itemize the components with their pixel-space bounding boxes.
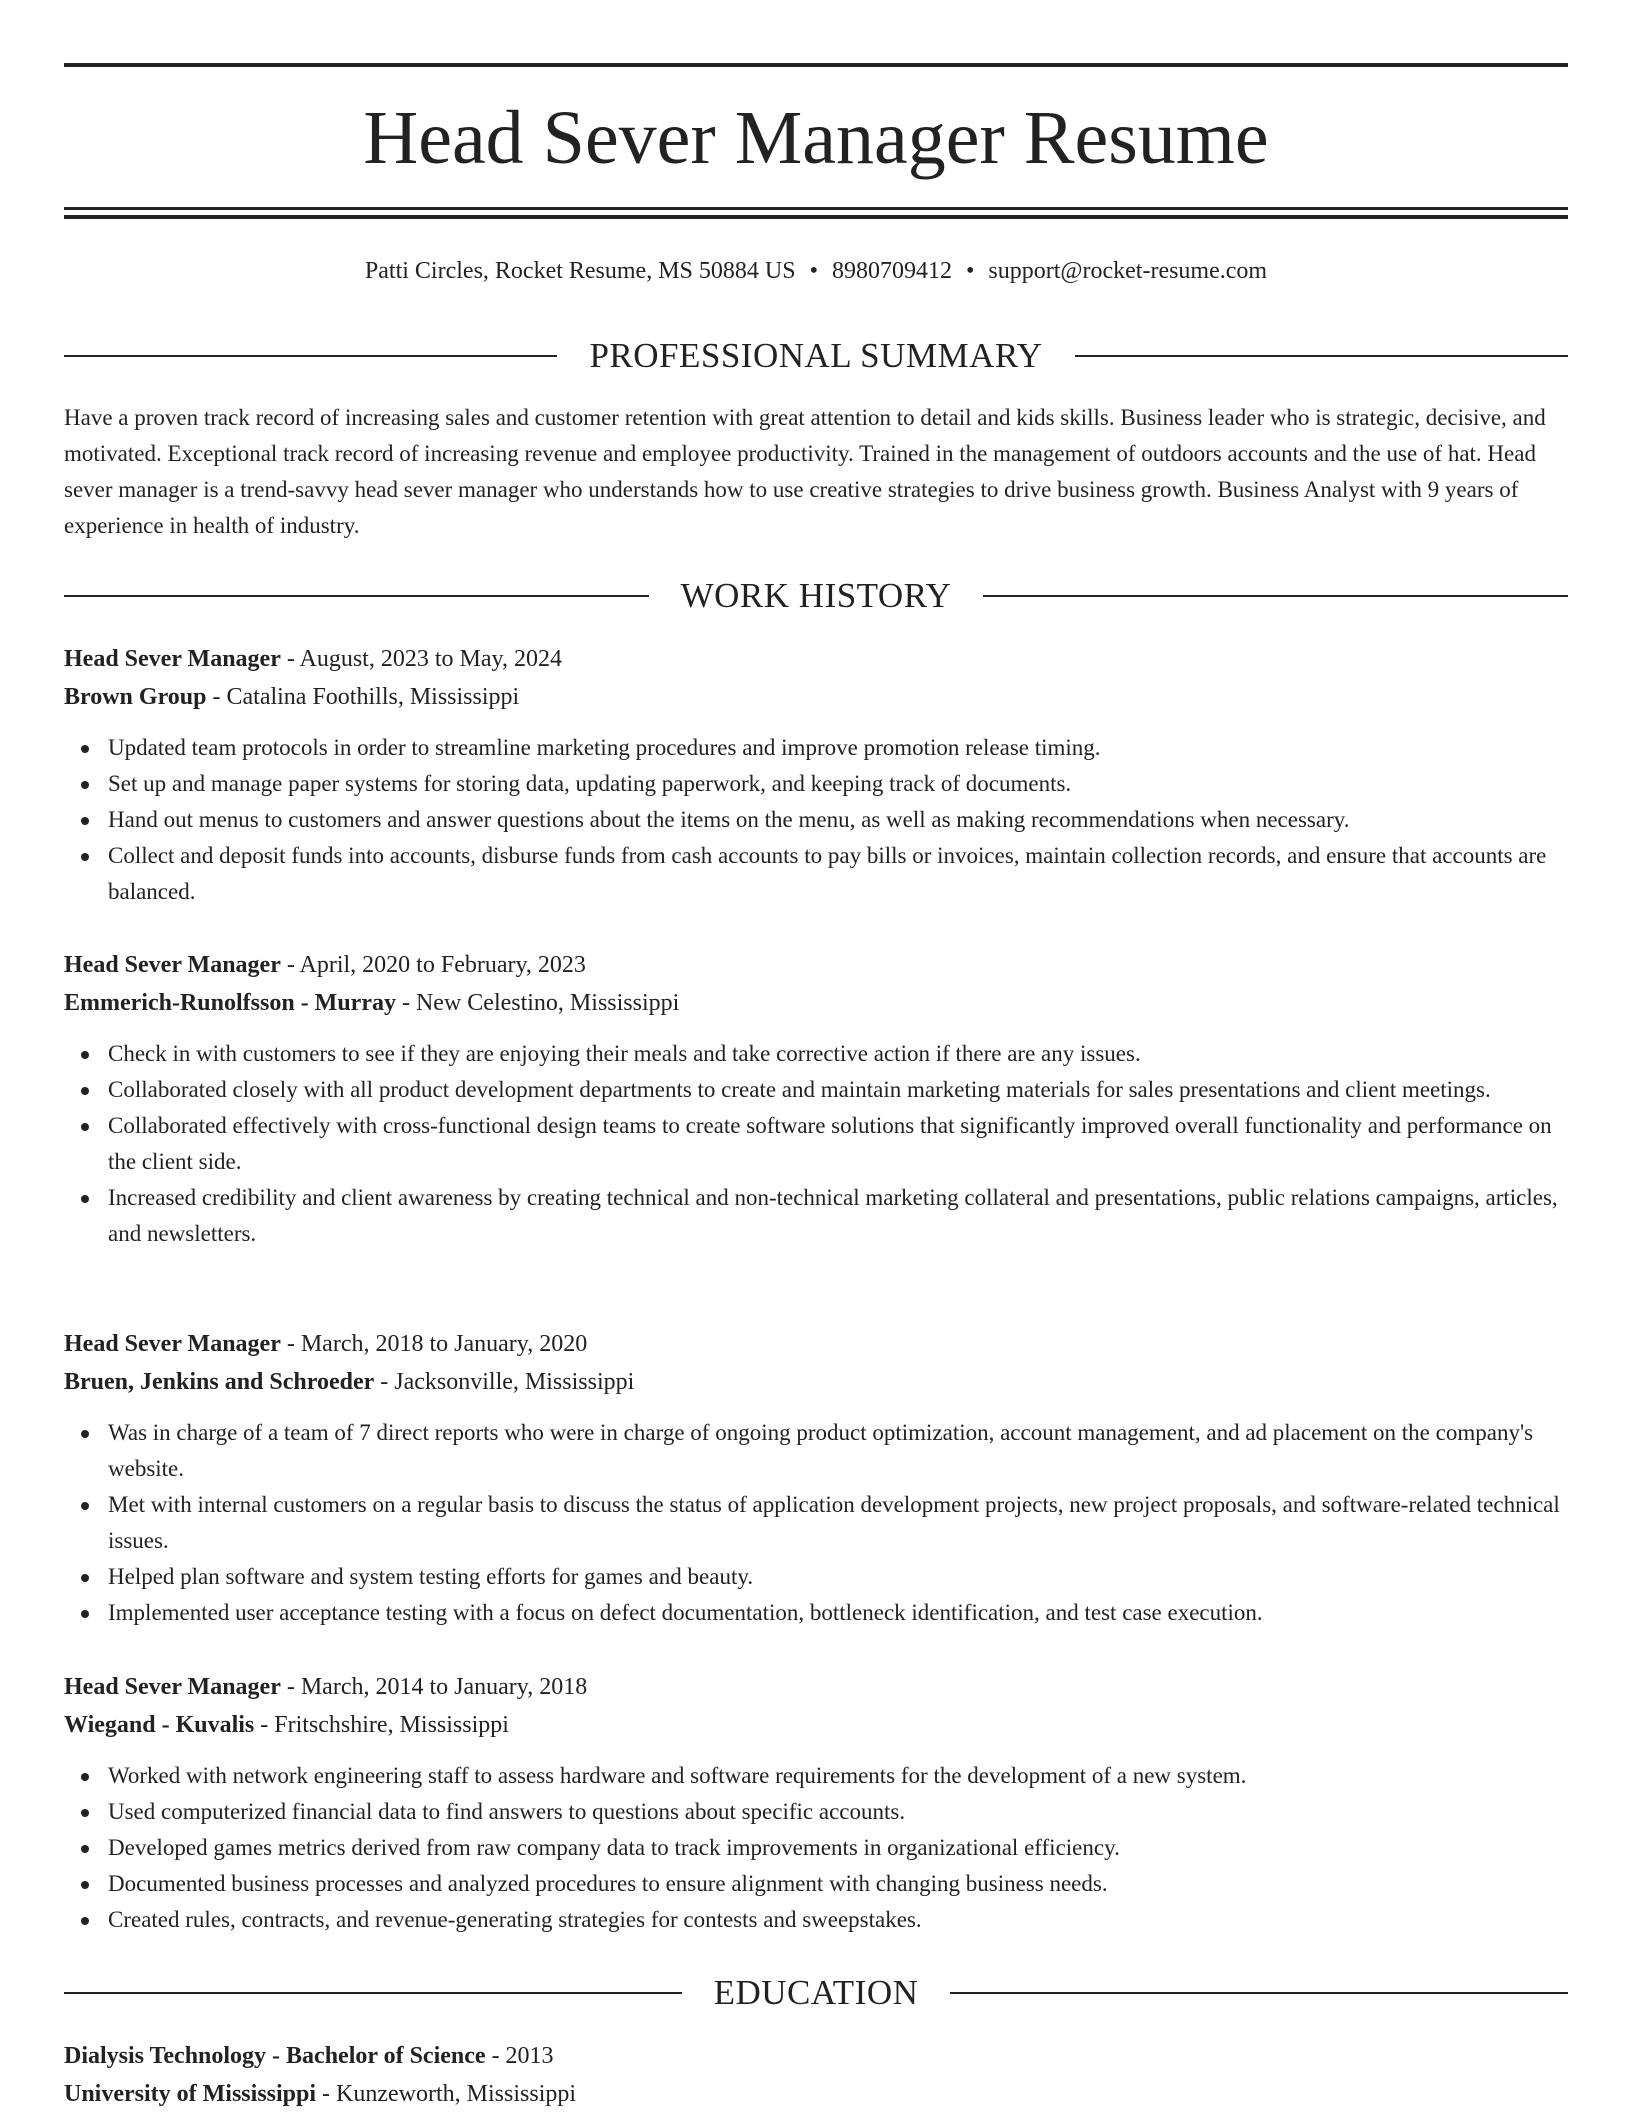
job-bullet: Increased credibility and client awareness by creating technical and non-technical marketing collateral and presentations, public relations campaigns, articles, and newsletters. — [64, 1180, 1568, 1252]
contact-phone: 8980709412 — [831, 258, 952, 284]
job-company: Bruen, Jenkins and Schroeder — [64, 1369, 375, 1395]
job-company-line — [64, 678, 1568, 716]
job-title: Head Sever Manager — [64, 1674, 281, 1700]
education-degree-line — [64, 2037, 1568, 2075]
job-title: Head Sever Manager — [64, 646, 281, 672]
education-entry — [64, 2037, 1568, 2113]
job-bullet: Documented business processes and analyzed procedures to ensure alignment with changing business needs. — [64, 1866, 1568, 1902]
job-title: Head Sever Manager — [64, 952, 281, 978]
job-bullet: Collaborated effectively with cross-functional design teams to create software solutions that significantly improved overall functionality and performance on the client side. — [64, 1108, 1568, 1180]
job-bullet: Worked with network engineering staff to assess hardware and software requirements for the development of a new system. — [64, 1758, 1568, 1794]
job-bullet: Set up and manage paper systems for storing data, updating paperwork, and keeping track of documents. — [64, 766, 1568, 802]
job-entry — [64, 640, 1568, 910]
resume-title: Head Sever Manager Resume — [363, 96, 1269, 180]
job-dates: - August, 2023 to May, 2024 — [280, 646, 562, 672]
heading-rule — [64, 355, 557, 357]
section-title: PROFESSIONAL SUMMARY — [589, 336, 1043, 375]
job-location: - Jacksonville, Mississippi — [374, 1369, 635, 1395]
job-entry — [64, 1668, 1568, 1938]
section-heading-education — [64, 1973, 1568, 2013]
section-title: EDUCATION — [713, 1973, 919, 2012]
job-dates: - March, 2018 to January, 2020 — [280, 1331, 588, 1357]
job-dates: - March, 2014 to January, 2018 — [280, 1674, 588, 1700]
education-degree: Dialysis Technology - Bachelor of Science — [64, 2043, 486, 2069]
title-rule-lower — [64, 215, 1568, 219]
education-year: - 2013 — [485, 2043, 554, 2069]
job-bullets — [64, 1036, 1568, 1252]
job-bullet: Implemented user acceptance testing with a focus on defect documentation, bottleneck identification, and test case execution. — [64, 1595, 1568, 1631]
job-company-line — [64, 1706, 1568, 1744]
section-heading-work-history — [64, 576, 1568, 616]
section-title: WORK HISTORY — [680, 576, 952, 615]
job-bullet: Was in charge of a team of 7 direct reports who were in charge of ongoing product optimization, account management, and ad placement on the company's website. — [64, 1415, 1568, 1487]
heading-rule — [983, 595, 1568, 597]
job-title-line — [64, 946, 1568, 984]
job-title-line — [64, 1668, 1568, 1706]
job-company: Emmerich-Runolfsson - Murray — [64, 990, 396, 1016]
contact-separator: • — [809, 258, 818, 284]
job-entry — [64, 1325, 1568, 1631]
job-bullet: Check in with customers to see if they are enjoying their meals and take corrective action if there are any issues. — [64, 1036, 1568, 1072]
summary-text: Have a proven track record of increasing sales and customer retention with great attention to detail and kids skills. Business leader who is strategic, decisive, and motivated. Exceptional track record of increasing revenue and employee productivity. Trained in the management of outdoors accounts and the use of hat. Head sever manager is a trend-savvy head sever manager who understands how to use creative strategies to drive business growth. Business Analyst with 9 years of experience in health of industry. — [64, 405, 1546, 538]
job-bullet: Collect and deposit funds into accounts, disburse funds from cash accounts to pay bills or invoices, maintain collection records, and ensure that accounts are balanced. — [64, 838, 1568, 910]
job-company-line — [64, 984, 1568, 1022]
top-rule — [64, 63, 1568, 67]
education-school-line — [64, 2075, 1568, 2113]
job-company-line — [64, 1363, 1568, 1401]
job-bullet: Updated team protocols in order to streamline marketing procedures and improve promotion release timing. — [64, 730, 1568, 766]
job-bullet: Developed games metrics derived from raw company data to track improvements in organizational efficiency. — [64, 1830, 1568, 1866]
heading-rule — [1075, 355, 1568, 357]
contact-email: support@rocket-resume.com — [988, 258, 1268, 284]
job-company: Wiegand - Kuvalis — [64, 1712, 255, 1738]
job-location: - Catalina Foothills, Mississippi — [206, 684, 520, 710]
job-location: - Fritschshire, Mississippi — [254, 1712, 509, 1738]
job-title: Head Sever Manager — [64, 1331, 281, 1357]
job-bullets — [64, 730, 1568, 910]
heading-rule — [950, 1992, 1568, 1994]
job-company: Brown Group — [64, 684, 207, 710]
job-bullet: Helped plan software and system testing efforts for games and beauty. — [64, 1559, 1568, 1595]
job-bullet: Used computerized financial data to find answers to questions about specific accounts. — [64, 1794, 1568, 1830]
job-bullet: Collaborated closely with all product development departments to create and maintain marketing materials for sales presentations and client meetings. — [64, 1072, 1568, 1108]
section-heading-summary — [64, 336, 1568, 376]
contact-separator: • — [965, 258, 975, 284]
contact-address: Patti Circles, Rocket Resume, MS 50884 US — [364, 258, 796, 284]
job-bullets — [64, 1415, 1568, 1631]
job-dates: - April, 2020 to February, 2023 — [280, 952, 586, 978]
job-entry — [64, 946, 1568, 1252]
education-location: - Kunzeworth, Mississippi — [316, 2081, 577, 2107]
job-bullet: Created rules, contracts, and revenue-generating strategies for contests and sweepstakes. — [64, 1902, 1568, 1938]
job-title-line — [64, 1325, 1568, 1363]
heading-rule — [64, 1992, 682, 1994]
job-bullet: Met with internal customers on a regular basis to discuss the status of application development projects, new project proposals, and software-related technical issues. — [64, 1487, 1568, 1559]
job-bullet: Hand out menus to customers and answer questions about the items on the menu, as well as making recommendations when necessary. — [64, 802, 1568, 838]
heading-rule — [64, 595, 649, 597]
contact-line — [64, 253, 1568, 289]
education-school: University of Mississippi — [64, 2081, 317, 2107]
title-rule-upper — [64, 207, 1568, 210]
job-bullets — [64, 1758, 1568, 1938]
job-title-line — [64, 640, 1568, 678]
job-location: - New Celestino, Mississippi — [395, 990, 680, 1016]
